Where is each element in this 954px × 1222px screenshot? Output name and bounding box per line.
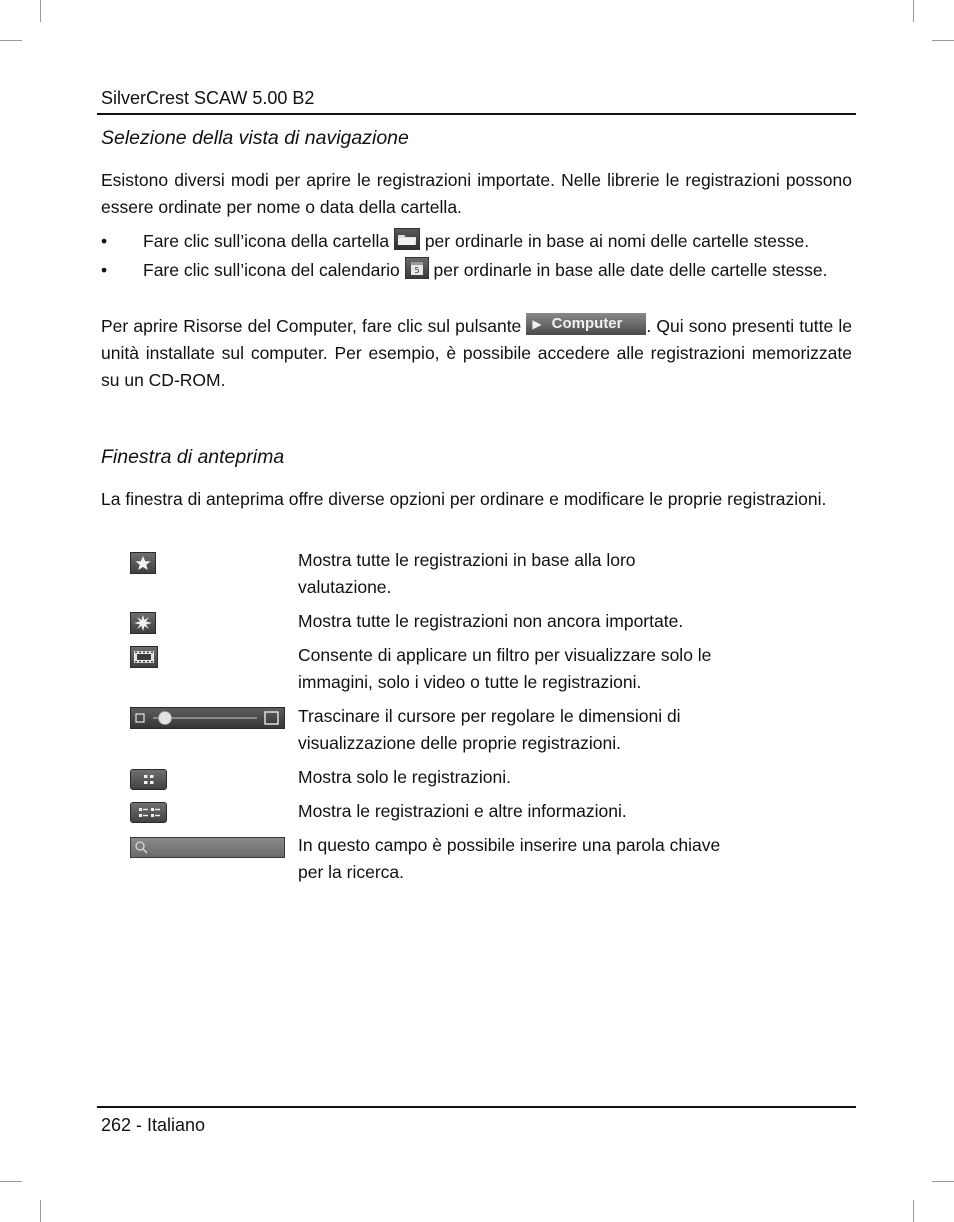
computer-paragraph-before: Per aprire Risorse del Computer, fare clic sul pulsante: [101, 316, 522, 336]
svg-text:5: 5: [414, 266, 420, 276]
crop-mark: [913, 1200, 914, 1222]
option-description: Trascinare il cursore per regolare le dimensioni di visualizzazione delle proprie registrazioni.: [298, 706, 681, 753]
bullet-text: [143, 257, 852, 284]
bullet-text-before: Fare clic sull’icona della cartella: [143, 231, 390, 251]
header-rule: [97, 113, 856, 115]
crop-mark: [0, 1181, 22, 1182]
star-icon[interactable]: [130, 552, 156, 574]
bullet-text-after: per ordinarle in base alle date delle cartelle stesse.: [433, 260, 828, 280]
section-heading-preview-window: Finestra di anteprima: [101, 446, 285, 468]
option-description: Mostra tutte le registrazioni in base alla loro valutazione.: [298, 550, 636, 597]
section-intro-paragraph: La finestra di anteprima offre diverse opzioni per ordinare e modificare le proprie registrazioni.: [101, 489, 827, 509]
computer-paragraph: [101, 313, 852, 394]
details-view-icon[interactable]: [130, 802, 167, 823]
bullet-dot: •: [101, 231, 108, 251]
computer-paragraph-after: . Qui sono presenti tutte le unità installate sul computer. Per esempio, è possibile accedere alle registrazioni memorizzate su un CD-ROM.: [101, 316, 852, 390]
bullet-item-folder: [101, 228, 852, 255]
section-heading-navigation-view: Selezione della vista di navigazione: [101, 127, 409, 149]
computer-button-label: Computer: [551, 315, 623, 333]
option-description: Mostra le registrazioni e altre informazioni.: [298, 801, 627, 821]
zoom-slider-icon[interactable]: [130, 707, 285, 729]
option-description: In questo campo è possibile inserire una parola chiave per la ricerca.: [298, 835, 721, 882]
option-description: Mostra solo le registrazioni.: [298, 767, 511, 787]
search-icon: [131, 838, 151, 857]
crop-mark: [932, 1181, 954, 1182]
folder-icon[interactable]: [394, 228, 420, 250]
document-header-title: SilverCrest SCAW 5.00 B2: [101, 88, 315, 108]
footer-rule: [97, 1106, 856, 1108]
film-icon[interactable]: [130, 646, 158, 668]
page-footer: 262 - Italiano: [101, 1115, 206, 1135]
bullet-dot: •: [101, 260, 108, 280]
sparkle-icon[interactable]: [130, 612, 156, 634]
computer-button[interactable]: [526, 313, 646, 335]
search-input[interactable]: [130, 837, 285, 858]
bullet-text-after: per ordinarle in base ai nomi delle cartelle stesse.: [424, 231, 810, 251]
grid-view-icon[interactable]: [130, 769, 167, 790]
option-description: Mostra tutte le registrazioni non ancora importate.: [298, 611, 684, 631]
bullet-text: [143, 228, 852, 255]
option-description: Consente di applicare un filtro per visualizzare solo le immagini, solo i video o tutte le registrazioni.: [298, 645, 712, 692]
play-arrow-icon: ▶: [532, 317, 542, 332]
crop-mark: [40, 0, 41, 22]
crop-mark: [932, 40, 954, 41]
bullet-item-calendar: [101, 257, 852, 311]
section-intro-paragraph: Esistono diversi modi per aprire le registrazioni importate. Nelle librerie le registrazioni possono essere ordinate per nome o data della cartella.: [101, 170, 852, 217]
calendar-icon[interactable]: [405, 257, 429, 279]
crop-mark: [40, 1200, 41, 1222]
crop-mark: [913, 0, 914, 22]
crop-mark: [0, 40, 22, 41]
bullet-text-before: Fare clic sull’icona del calendario: [143, 260, 400, 280]
